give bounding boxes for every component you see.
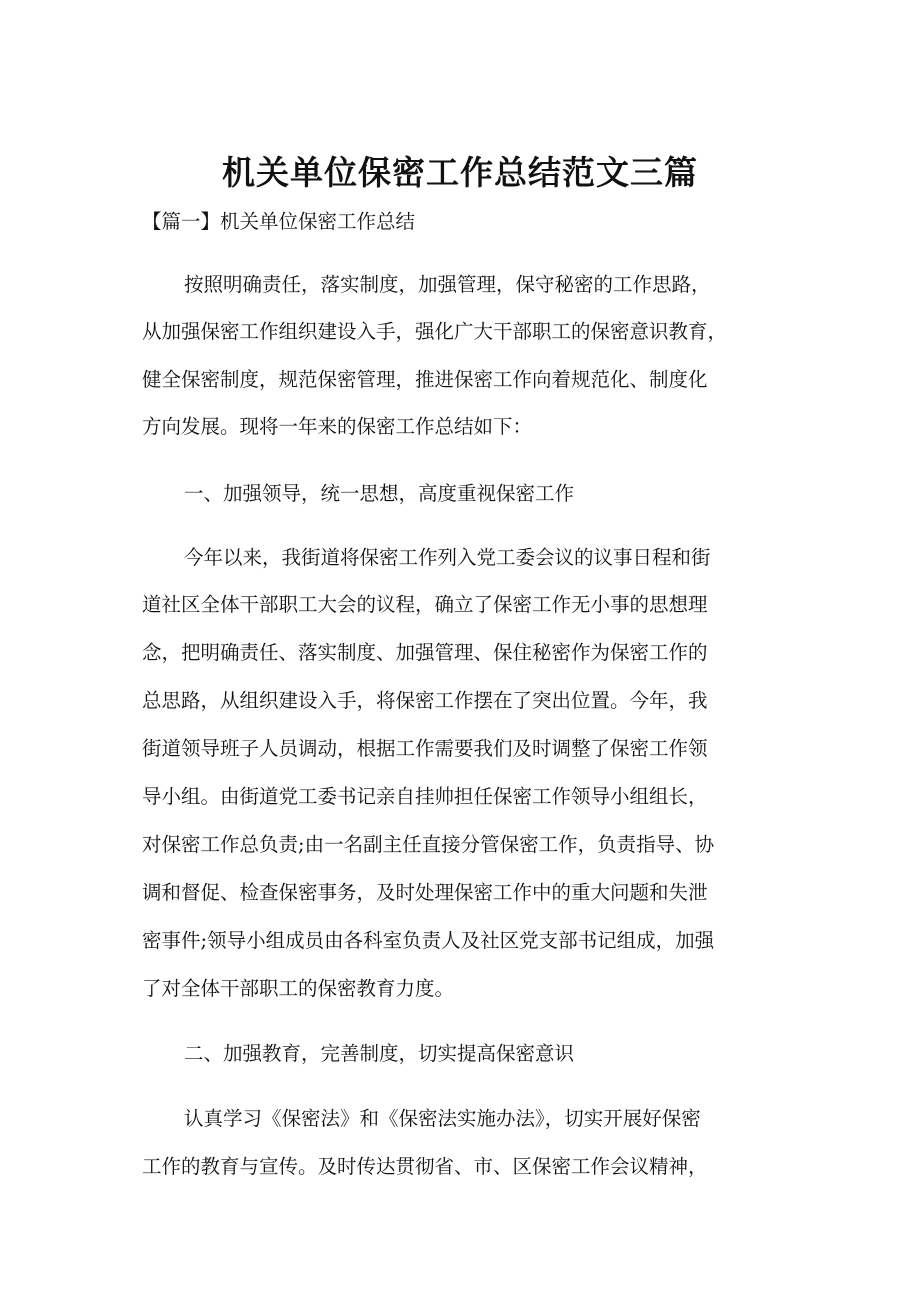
paragraph-line: 调和督促、检查保密事务，及时处理保密工作中的重大问题和失泄 [142, 881, 708, 904]
paragraph-line: 密事件;领导小组成员由各科室负责人及社区党支部书记组成，加强 [142, 929, 715, 952]
paragraph-line: 念，把明确责任、落实制度、加强管理、保住秘密作为保密工作的 [142, 641, 708, 664]
paragraph-line: 街道领导班子人员调动，根据工作需要我们及时调整了保密工作领 [142, 737, 708, 760]
paragraph-line: 道社区全体干部职工大会的议程，确立了保密工作无小事的思想理 [142, 593, 708, 616]
paragraph-line: 对保密工作总负责;由一名副主任直接分管保密工作，负责指导、协 [142, 833, 715, 856]
paragraph-line: 方向发展。现将一年来的保密工作总结如下： [142, 415, 533, 438]
section-heading: 一、加强领导，统一思想，高度重视保密工作 [184, 482, 575, 505]
section-heading: 二、加强教育，完善制度，切实提高保密意识 [184, 1042, 575, 1065]
paragraph-line: 今年以来，我街道将保密工作列入党工委会议的议事日程和街 [184, 546, 711, 569]
document-title: 机关单位保密工作总结范文三篇 [222, 153, 698, 192]
paragraph-line: 健全保密制度，规范保密管理，推进保密工作向着规范化、制度化 [142, 368, 708, 391]
paragraph-line: 从加强保密工作组织建设入手，强化广大干部职工的保密意识教育， [142, 320, 728, 343]
paragraph-line: 了对全体干部职工的保密教育力度。 [142, 977, 455, 1000]
paragraph-line: 按照明确责任，落实制度，加强管理，保守秘密的工作思路， [184, 273, 711, 296]
paragraph-line: 认真学习《保密法》和《保密法实施办法》，切实开展好保密 [184, 1107, 701, 1130]
paragraph-line: 工作的教育与宣传。及时传达贯彻省、市、区保密工作会议精神， [142, 1155, 708, 1178]
section-subtitle: 【篇一】机关单位保密工作总结 [142, 210, 416, 233]
paragraph-line: 总思路，从组织建设入手，将保密工作摆在了突出位置。今年，我 [142, 689, 708, 712]
paragraph-line: 导小组。由街道党工委书记亲自挂帅担任保密工作领导小组组长， [142, 785, 708, 808]
